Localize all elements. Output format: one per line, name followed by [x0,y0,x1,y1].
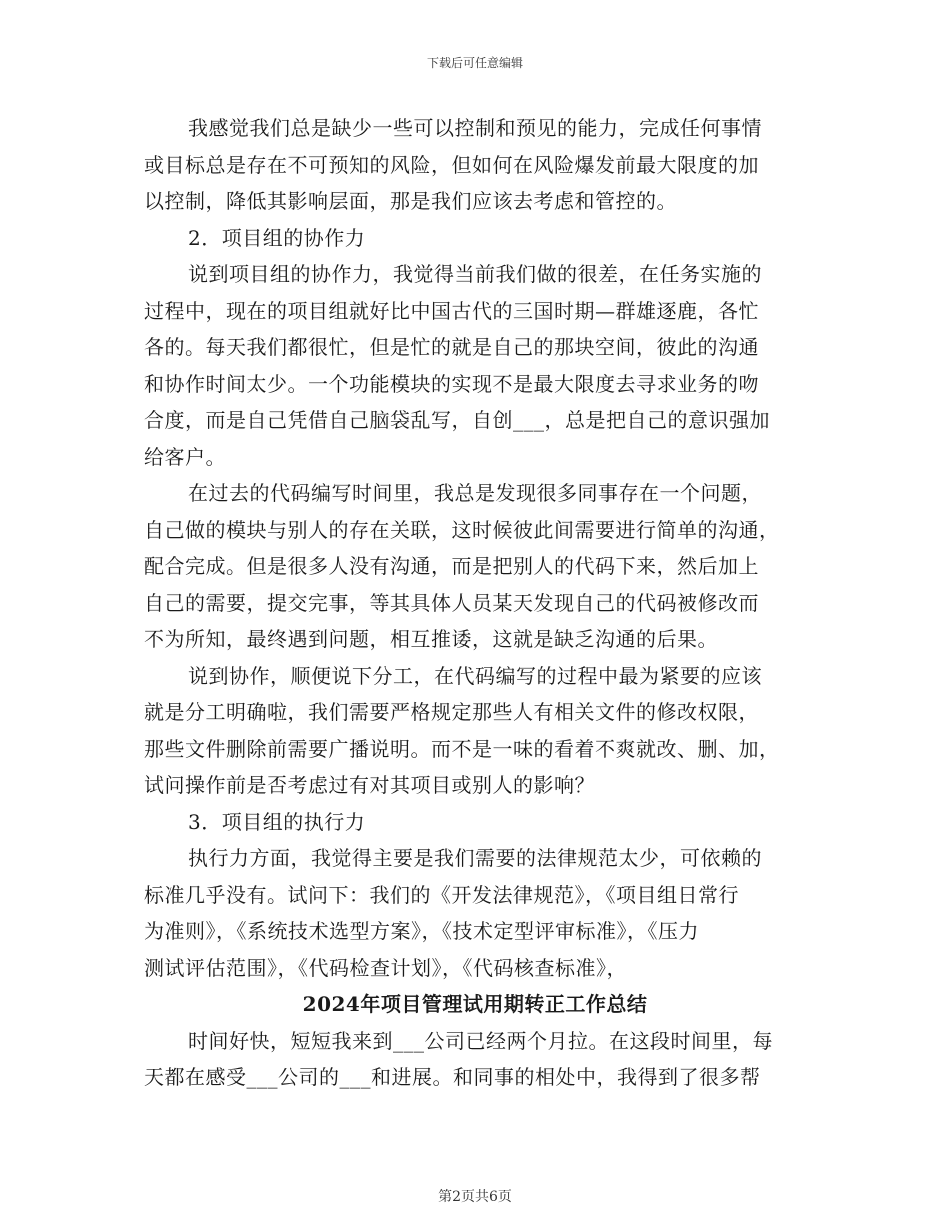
text-line: 自己做的模块与别人的存在关联，这时候彼此间需要进行简单的沟通， [144,517,780,542]
text-line: 各的。每天我们都很忙，但是忙的就是自己的那块空间，彼此的沟通 [144,335,759,359]
page-footer: 第2页共6页 [438,1189,512,1205]
document-body [144,110,806,1096]
page-header: 下载后可任意编辑 [426,56,523,70]
text-line: 说到项目组的协作力，我觉得当前我们做的很差，在任务实施的 [188,262,762,286]
text-line: 和协作时间太少。一个功能模块的实现不是最大限度去寻求业务的吻 [144,371,759,396]
text-line: 过程中，现在的项目组就好比中国古代的三国时期—群雄逐鹿，各忙 [144,298,759,323]
text-line: 天都在感受___公司的___和进展。和同事的相处中，我得到了很多帮 [144,1065,761,1089]
text-line: 或目标总是存在不可预知的风险，但如何在风险爆发前最大限度的加 [144,152,759,177]
text-line: 说到协作，顺便说下分工，在代码编写的过程中最为紧要的应该 [188,663,762,688]
text-line: 测试评估范围》，《代码检查计划》，《代码核查标准》， [144,955,627,980]
text-line: 配合完成。但是很多人没有沟通，而是把别人的代码下来，然后加上 [144,554,759,578]
text-line: 在过去的代码编写时间里，我总是发现很多同事存在一个问题， [188,481,762,505]
text-line: 自己的需要，提交完事，等其具体人员某天发现自己的代码被修改而 [144,590,759,615]
text-line: 我感觉我们总是缺少一些可以控制和预见的能力，完成任何事情 [188,116,762,140]
text-line: 为准则》，《系统技术选型方案》，《技术定型评审标准》，《压力 [144,919,699,943]
section-title: 2024年项目管理试用期转正工作总结 [302,992,648,1016]
text-line: 以控制，降低其影响层面，那是我们应该去考虑和管控的。 [144,189,677,213]
text-line: 2．项目组的协作力 [188,225,366,250]
text-line: 那些文件删除前需要广播说明。而不是一味的看着不爽就改、删、加， [144,736,780,761]
text-line: 合度，而是自己凭借自己脑袋乱写，自创___，总是把自己的意识强加 [144,408,770,432]
text-line: 不为所知，最终遇到问题，相互推诿，这就是缺乏沟通的后果。 [144,627,718,651]
text-line: 标准几乎没有。试问下：我们的《开发法律规范》，《项目组日常行 [144,882,739,907]
text-line: 给客户。 [144,444,226,469]
text-line: 3．项目组的执行力 [188,809,366,834]
text-line: 试问操作前是否考虑过有对其项目或别人的影响？ [144,773,595,797]
text-line: 执行力方面，我觉得主要是我们需要的法律规范太少，可依赖的 [188,846,762,870]
text-line: 时间好快，短短我来到___公司已经两个月拉。在这段时间里，每 [188,1028,773,1053]
text-line: 就是分工明确啦，我们需要严格规定那些人有相关文件的修改权限， [144,700,759,724]
